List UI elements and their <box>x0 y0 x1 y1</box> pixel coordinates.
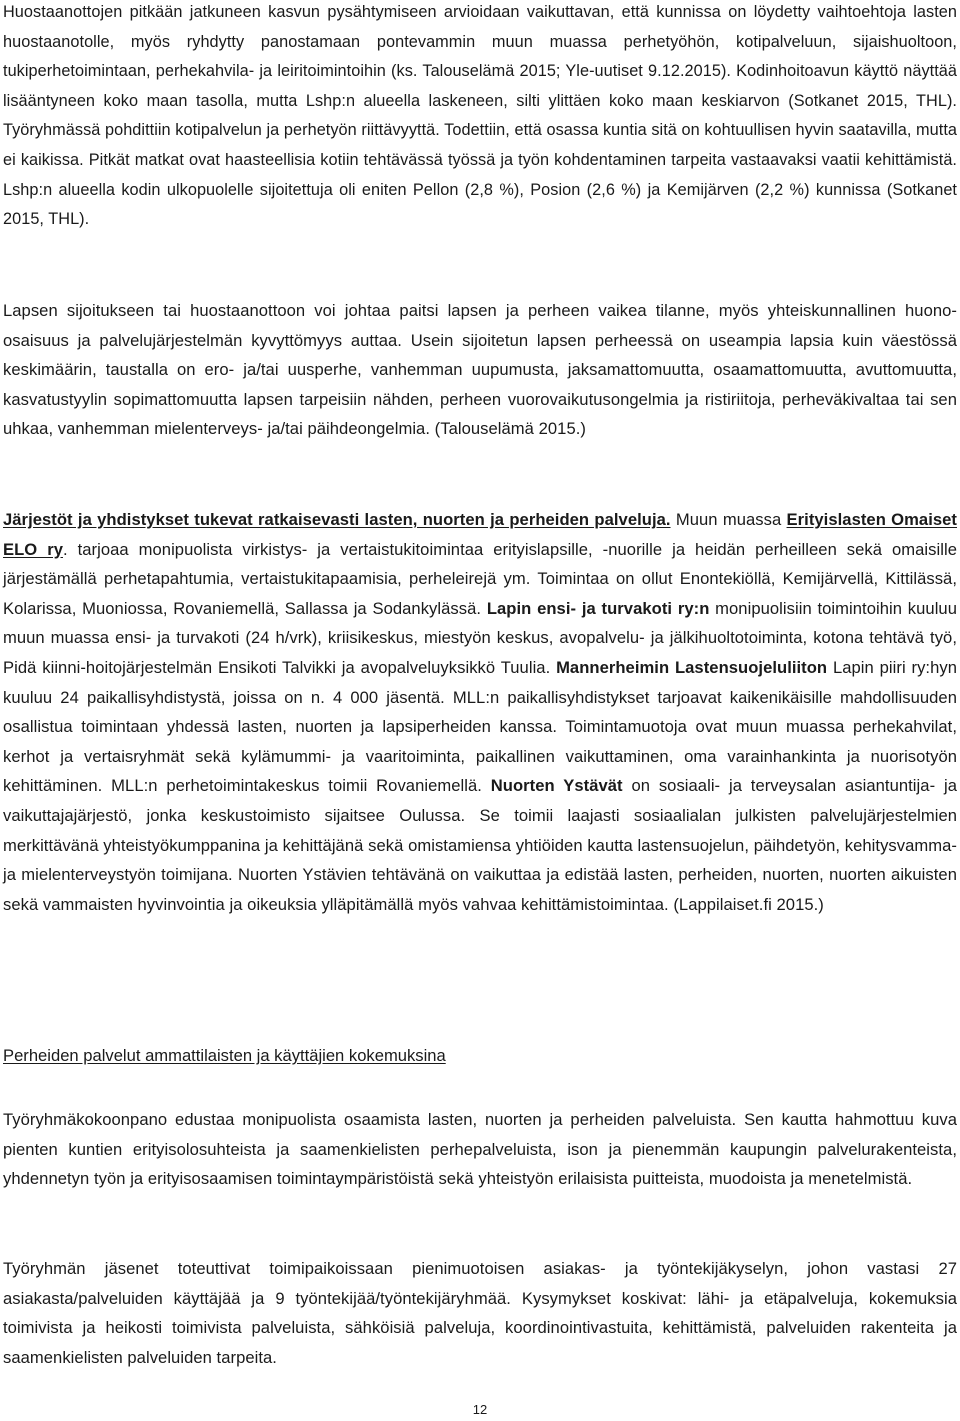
paragraph-working-group: Työryhmäkokoonpano edustaa monipuolista osaamista lasten, nuorten ja perheiden palveluista. Sen kautta hahmottuu kuva pienten kuntien erityisolosuhteista ja saamenkielisten perhepalveluista, ison ja pienemmän kaupungin palvelurakenteista, yhdennetyn työn ja erityisosaamisen toimintaympäristöistä sekä yhteistyön erilaisista puitteista, muodoista ja menetelmistä. <box>3 1110 957 1189</box>
org-name-lapin-ensi-turvakoti: Lapin ensi- ja turvakoti ry:n <box>486 598 710 618</box>
organizations-lead-heading: Järjestöt ja yhdistykset tukevat ratkaisevasti lasten, nuorten ja perheiden palveluja. <box>3 510 671 529</box>
organizations-text-5: on sosiaali- ja terveysalan asiantuntija- ja vaikuttajajärjestö, jonka keskustoimisto sijaitsee Oulussa. Se toimii laajasti sosiaalialan julkisten palvelujärjestelmien merkittävänä yhteistyökumppanina ja kehittäjänä sekä omistamiensa yhtiöiden kautta lastensuojelun, päihdetyön, kehitysvamma- ja mielenterveystyön toimijana. Nuorten Ystävien tehtävänä on vaikuttaa ja edistää lasten, perheiden, nuorten, nuorten aikuisten sekä vammaisten hyvinvointia ja oikeuksia ylläpitämällä myös vahvaa kehittämistoimintaa. (Lappilaiset.fi 2015.) <box>3 776 957 914</box>
org-name-mll: Mannerheimin Lastensuojeluliiton <box>556 657 828 677</box>
organizations-text-4: Lapin piiri ry:hyn kuuluu 24 paikallisyhdistystä, joissa on n. 4 000 jäsentä. MLL:n paikallisyhdistykset tarjoavat kaikenikäisille mahdollisuuden osallistua toimintaan yhdessä lasten, nuorten ja lapsiperheiden kanssa. Toimintamuotoja ovat muun muassa perhekahvilat, kerhot ja vertaisryhmät sekä kylämummi- ja vaaritoiminta, paikallinen vaikuttaminen, oma varainhankinta ja nuorisotyön kehittäminen. MLL:n perhetoimintakeskus toimii Rovaniemellä. <box>3 657 957 796</box>
section-heading: Perheiden palvelut ammattilaisten ja käyttäjien kokemuksina <box>3 1046 446 1065</box>
org-name-elo: Erityislasten Omaiset ELO ry <box>3 510 958 559</box>
paragraph-custody-trends <box>3 0 957 235</box>
home-help-text: Kodinhoitoavun käyttö näyttää lisääntyneen koko maan tasolla, mutta Lshp:n alueella laskeneen, silti ylittäen koko maan keskiarvon (Sotkanet 2015, THL). Työryhmässä pohdittiin kotipalvelun ja perhetyön riittävyyttä. Todettiin, että osassa kuntia sitä on kohtuullisen hyvin saatavilla, mutta ei kaikissa. Pitkät matkat ovat haasteellisia kotiin tehtävässä työssä ja työn kohdentaminen tarpeita vastaavaksi vaatii kehittämistä. Lshp:n alueella kodin ulkopuolelle sijoitettuja oli eniten Pellon (2,8 %), Posion (2,6 %) ja Kemijärven (2,2 %) kunnissa (Sotkanet 2015, THL). <box>3 62 957 229</box>
paragraph-placement-causes: Lapsen sijoitukseen tai huostaanottoon voi johtaa paitsi lapsen ja perheen vaikea tilanne, myös yhteiskunnallinen huono-osaisuus ja palvelujärjestelmän kyvyttömyys auttaa. Usein sijoitetun lapsen perheessä on useampia lapsia kuin väestössä keskimäärin, taustalla on ero- ja/tai uusperhe, vanhemman uupumusta, jaksamattomuutta, osaamattomuutta, avuttomuutta, kasvatustyylin sopimattomuutta lapsen tarpeisiin nähden, perheen vuorovaikutusongelmia ja ristiriitoja, perheväkivaltaa tai sen uhkaa, vanhemman mielenterveys- ja/tai päihdeongelmia. (Talouselämä 2015.) <box>3 301 957 439</box>
paragraph-organizations <box>3 505 957 919</box>
paragraph-survey: Työryhmän jäsenet toteuttivat toimipaikoissaan pienimuotoisen asiakas- ja työntekijäkyselyn, johon vastasi 27 asiakasta/palveluiden käyttäjää ja 9 työntekijää/työntekijäryhmää. Kysymykset koskivat: lähi- ja etäpalveluja, kokemuksia toimivista ja heikosti toimivista palveluista, sähköisiä palveluja, koordinointivastuita, kehittämistä, palveluiden rakenteita ja saamenkielisten palveluiden tarpeita. <box>3 1259 957 1367</box>
custody-intro-text: Huostaanottojen pitkään jatkuneen kasvun pysähtymiseen arvioidaan vaikuttavan, että kunnissa on löydetty vaihtoehtoja lasten huostaanotolle, myös ryhdytty panostamaan pontevammin muun muassa perhetyöhön, kotipalveluun, sijaishuoltoon, tukiperhetoimintaan, perhekahvila- ja leiritoimintoihin (ks. Talouselämä 2015; Yle-uutiset 9.12.2015). <box>3 3 957 81</box>
organizations-text-2: . tarjoaa monipuolista virkistys- ja vertaistukitoimintaa erityislapsille, -nuorille ja heidän perheilleen sekä omaisille järjestämällä perhetapahtumia, vertaistukitapaamisia, perheleirejä ym. Toimintaa on ollut Enontekiöllä, Kemijärvellä, Kittilässä, Kolarissa, Muoniossa, Rovaniemellä, Sallassa ja Sodankylässä. <box>3 539 957 618</box>
organizations-text-3: monipuolisiin toimintoihin kuuluu muun muassa ensi- ja turvakoti (24 h/vrk), kriisikeskus, miestyön keskus, avopalvelu- ja jälkihuoltotoiminta, kotona tehtävä työ, Pidä kiinni-hoitojärjestelmän Ensikoti Talvikki ja avopalveluyksikkö Tuulia. <box>3 598 957 677</box>
organizations-text-1: Muun muassa <box>670 510 787 529</box>
org-name-nuorten-ystavat: Nuorten Ystävät <box>490 776 623 796</box>
page-number: 12 <box>472 1402 488 1417</box>
